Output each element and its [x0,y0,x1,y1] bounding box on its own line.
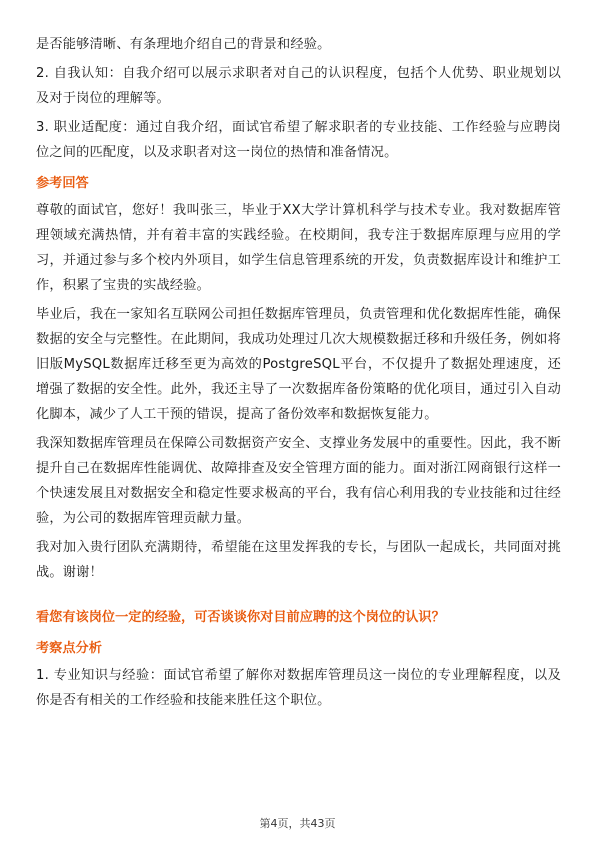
page-number-footer: 第4页，共43页 [259,817,336,830]
page-content [36,32,561,717]
reference-paragraph-2: 毕业后，我在一家知名互联网公司担任数据库管理员，负责管理和优化数据库性能，确保数据的安全与完整性。在此期间，我成功处理过几次大规模数据迁移和升级任务，例如将旧版MySQL数据库迁移至更为高效的PostgreSQL平台，不仅提升了数据处理速度，还增强了数据的安全性。此外，我还主导了一次数据库备份策略的优化项目，通过引入自动化脚本，减少了人工干预的错误，提高了备份效率和数据恢复能力。 [36,307,561,422]
intro-tail-text: 是否能够清晰、有条理地介绍自己的背景和经验。 [36,37,331,52]
analysis-heading: 考察点分析 [36,641,102,656]
assessment-point-2: 2. 自我认知：自我介绍可以展示求职者对自己的认识程度，包括个人优势、职业规划以及对于岗位的理解等。 [36,66,561,106]
reference-paragraph-4: 我对加入贵行团队充满期待，希望能在这里发挥我的专长，与团队一起成长，共同面对挑战。谢谢！ [36,540,561,580]
reference-answer-heading: 参考回答 [36,176,89,191]
analysis-point-1: 1. 专业知识与经验：面试官希望了解你对数据库管理员这一岗位的专业理解程度，以及你是否有相关的工作经验和技能来胜任这个职位。 [36,668,561,708]
assessment-point-3: 3. 职业适配度：通过自我介绍，面试官希望了解求职者的专业技能、工作经验与应聘岗位之间的匹配度，以及求职者对这一岗位的热情和准备情况。 [36,120,561,160]
reference-paragraph-3: 我深知数据库管理员在保障公司数据资产安全、支撑业务发展中的重要性。因此，我不断提升自己在数据库性能调优、故障排查及安全管理方面的能力。面对浙江网商银行这样一个快速发展且对数据安全和稳定性要求极高的平台，我有信心利用我的专业技能和过往经验，为公司的数据库管理贡献力量。 [36,436,561,526]
reference-paragraph-1: 尊敬的面试官，您好！我叫张三，毕业于XX大学计算机科学与技术专业。我对数据库管理领域充满热情，并有着丰富的实践经验。在校期间，我专注于数据库原理与应用的学习，并通过参与多个校内外项目，如学生信息管理系统的开发，负责数据库设计和维护工作，积累了宝贵的实战经验。 [36,203,561,293]
interview-question: 看您有该岗位一定的经验，可否谈谈你对目前应聘的这个岗位的认识？ [36,610,445,625]
